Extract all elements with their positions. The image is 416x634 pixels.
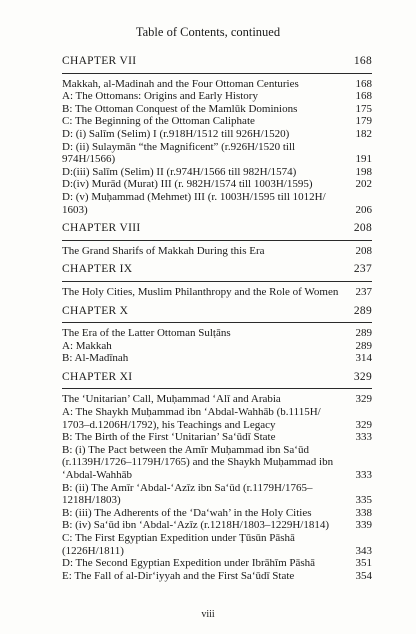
entry-title: B: (i) The Pact between the Amīr Muḥammad ibn Sa‘ūd (r.1139H/1726–1179H/1765) and the Shaykh Muḥammad ibn ‘Abdal-Wahhāb <box>62 443 334 482</box>
toc-entry[interactable] <box>62 352 372 365</box>
toc-entry[interactable] <box>62 431 372 444</box>
divider <box>62 388 372 389</box>
entry-title: D: (ii) Sulaymān “the Magnificent” (r.926H/1520 till 974H/1566) <box>62 140 296 166</box>
toc-entry[interactable] <box>62 327 372 340</box>
entry-page: 354 <box>355 569 372 582</box>
chapter-heading-8[interactable] <box>62 222 372 237</box>
entry-title: B: (ii) The Amīr ‘Abdal-‘Azīz ibn Sa‘ūd (r.1179H/1765– 1218H/1803) <box>62 481 313 507</box>
chapter-label: CHAPTER XI <box>62 370 133 383</box>
entry-title: The Holy Cities, Muslim Philanthropy and the Role of Women <box>62 285 339 298</box>
entry-title: D: The Second Egyptian Expedition under Ibrāhīm Pāshā <box>62 557 316 570</box>
toc-entry[interactable] <box>62 393 372 406</box>
table-of-contents <box>62 55 372 582</box>
chapter-heading-11[interactable] <box>62 371 372 386</box>
divider <box>62 73 372 74</box>
entry-title: C: The Beginning of the Ottoman Caliphate <box>62 115 255 128</box>
entry-page: 329 <box>355 393 372 406</box>
entry-title: A: Makkah <box>62 339 112 352</box>
entry-title: D:(iv) Murād (Murat) III (r. 982H/1574 till 1003H/1595) <box>62 178 313 191</box>
entry-page: 179 <box>355 115 372 128</box>
entry-title: B: The Ottoman Conquest of the Mamlūk Dominions <box>62 102 298 115</box>
entry-page: 289 <box>355 339 372 352</box>
entry-page: 206 <box>355 203 372 216</box>
page-header-title: Table of Contents, continued <box>135 25 281 39</box>
page-number: 208 <box>353 222 372 235</box>
toc-entry[interactable] <box>62 166 372 179</box>
entry-page: 191 <box>355 153 372 166</box>
entry-page: 208 <box>355 244 372 257</box>
toc-entry[interactable] <box>62 406 372 431</box>
entry-page: 351 <box>355 557 372 570</box>
toc-entry[interactable] <box>62 444 372 482</box>
chapter-heading-7[interactable] <box>62 55 372 70</box>
entry-title: B: The Birth of the First ‘Unitarian’ Sa‘ūdī State <box>62 431 276 444</box>
toc-entry[interactable] <box>62 141 372 166</box>
toc-entry[interactable] <box>62 78 372 91</box>
divider <box>62 240 372 241</box>
entry-title: D: (v) Muḥammad (Mehmet) III (r. 1003H/1595 till 1012H/ 1603) <box>62 190 326 216</box>
chapter-heading-9[interactable] <box>62 263 372 278</box>
toc-entry[interactable] <box>62 340 372 353</box>
entry-title: The Grand Sharifs of Makkah During this Era <box>62 244 265 257</box>
entry-page: 314 <box>355 352 372 365</box>
page-number: 237 <box>353 263 372 276</box>
page-number: 329 <box>353 370 372 383</box>
toc-entry[interactable] <box>62 128 372 141</box>
entry-page: 168 <box>355 90 372 103</box>
entry-title: D:(iii) Salīm (Selim) II (r.974H/1566 till 982H/1574) <box>62 165 297 178</box>
page-number: 289 <box>353 304 372 317</box>
toc-entry[interactable] <box>62 103 372 116</box>
chapter-label: CHAPTER VIII <box>62 222 141 235</box>
entry-title: The Era of the Latter Ottoman Sulṭāns <box>62 327 231 340</box>
toc-entry[interactable] <box>62 570 372 583</box>
chapter-label: CHAPTER X <box>62 304 129 317</box>
divider <box>62 281 372 282</box>
toc-entry[interactable] <box>62 178 372 191</box>
chapter-label: CHAPTER VII <box>62 55 137 67</box>
entry-page: 182 <box>355 127 372 140</box>
toc-entry[interactable] <box>62 90 372 103</box>
entry-page: 333 <box>355 469 372 482</box>
toc-entry[interactable] <box>62 557 372 570</box>
toc-entry[interactable] <box>62 482 372 507</box>
entry-page: 168 <box>355 77 372 90</box>
page-footer-number: viii <box>201 609 215 620</box>
entry-title: The ‘Unitarian’ Call, Muḥammad ‘Alī and Arabia <box>62 393 281 406</box>
entry-page: 198 <box>355 165 372 178</box>
toc-entry[interactable] <box>62 532 372 557</box>
chapter-heading-10[interactable] <box>62 305 372 320</box>
entry-title: B: (iv) Sa‘ūd ibn ‘Abdal-‘Azīz (r.1218H/1803–1229H/1814) <box>62 519 330 532</box>
toc-entry[interactable] <box>62 507 372 520</box>
page-number: 168 <box>353 55 372 67</box>
entry-page: 343 <box>355 544 372 557</box>
toc-entry[interactable] <box>62 245 372 258</box>
entry-page: 335 <box>355 494 372 507</box>
entry-page: 289 <box>355 327 372 340</box>
entry-title: E: The Fall of al-Dir‘iyyah and the First Sa‘ūdī State <box>62 569 295 582</box>
entry-page: 175 <box>355 102 372 115</box>
entry-title: A: The Ottomans: Origins and Early History <box>62 90 258 103</box>
toc-entry[interactable] <box>62 519 372 532</box>
entry-title: Makkah, al-Madinah and the Four Ottoman Centuries <box>62 77 299 90</box>
chapter-label: CHAPTER IX <box>62 263 133 276</box>
entry-page: 329 <box>355 418 372 431</box>
entry-page: 339 <box>355 519 372 532</box>
divider <box>62 322 372 323</box>
entry-title: C: The First Egyptian Expedition under Ṭūsūn Pāshā (1226H/1811) <box>62 532 295 557</box>
toc-entry[interactable] <box>62 115 372 128</box>
toc-entry[interactable] <box>62 191 372 216</box>
entry-page: 338 <box>355 506 372 519</box>
entry-title: B: (iii) The Adherents of the ‘Da‘wah’ in the Holy Cities <box>62 506 312 519</box>
entry-title: A: The Shaykh Muḥammad ibn ‘Abdal-Wahhāb (b.1115H/ 1703–d.1206H/1792), his Teachings and Legacy <box>62 406 321 431</box>
entry-page: 237 <box>355 285 372 298</box>
toc-entry[interactable] <box>62 286 372 299</box>
entry-title: B: Al-Madīnah <box>62 352 129 365</box>
entry-title: D: (i) Salīm (Selim) I (r.918H/1512 till 926H/1520) <box>62 127 290 140</box>
entry-page: 202 <box>355 178 372 191</box>
entry-page: 333 <box>355 431 372 444</box>
